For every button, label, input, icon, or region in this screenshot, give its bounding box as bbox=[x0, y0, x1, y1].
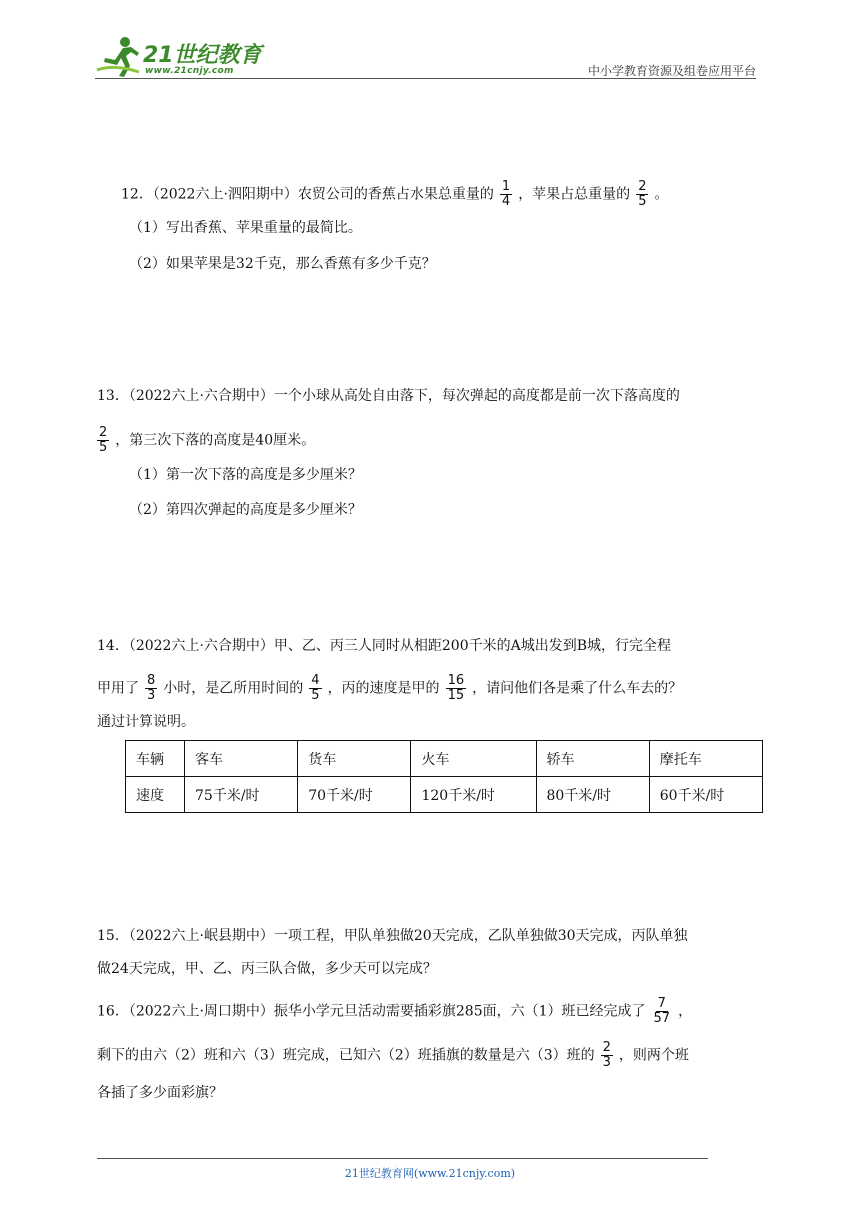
q12-sub-1: （1）写出香蕉、苹果重量的最简比。 bbox=[129, 220, 362, 236]
q14-fraction-3: $\frac{16}{15}$ bbox=[447, 673, 465, 703]
table-row bbox=[126, 741, 763, 777]
q13-sub-1: （1）第一次下落的高度是多少厘米？ bbox=[129, 467, 362, 483]
q16-text-c: 剩下的由六（2）班和六（3）班完成，已知六（2）班插旗的数量是六（3）班的 bbox=[97, 1047, 595, 1064]
header-divider bbox=[95, 78, 756, 79]
q13-text-b: ，第三次下落的高度是40厘米。 bbox=[115, 432, 316, 449]
platform-name: 中小学教育资源及组卷应用平台 bbox=[587, 64, 756, 78]
footer-divider bbox=[97, 1158, 708, 1159]
q13-fraction-1: $\frac{2}{5}$ bbox=[99, 425, 108, 455]
q12-text-b: ，苹果占总重量的 bbox=[518, 186, 631, 203]
q12-fraction-2: $\frac{2}{5}$ bbox=[638, 179, 647, 209]
logo-url: www.21cnjy.com bbox=[145, 66, 234, 76]
q13-stem-line-2 bbox=[91, 426, 315, 455]
q15-stem-line-1: 15．（2022六上·岷县期中）一项工程，甲队单独做20天完成，乙队单独做30天完成，丙队单独 bbox=[97, 928, 688, 944]
logo-text: 21世纪教育 bbox=[143, 43, 262, 68]
table-cell: 轿车 bbox=[536, 741, 649, 777]
q12-stem bbox=[121, 180, 668, 209]
q12-text-a: 12．（2022六上·泗阳期中）农贸公司的香蕉占水果总重量的 bbox=[121, 186, 494, 203]
q12-text-c: 。 bbox=[654, 186, 669, 203]
q16-text-a: 16．（2022六上·周口期中）振华小学元旦活动需要插彩旗285面，六（1）班已经完成了 bbox=[97, 1003, 646, 1020]
table-cell: 货车 bbox=[298, 741, 411, 777]
table-cell: 60千米/时 bbox=[649, 777, 762, 813]
q16-stem-line-1 bbox=[97, 997, 692, 1026]
q14-text-d: ，请问他们各是乘了什么车去的？ bbox=[472, 680, 683, 697]
table-row bbox=[126, 777, 763, 813]
table-cell: 80千米/时 bbox=[536, 777, 649, 813]
q16-fraction-2: $\frac{2}{3}$ bbox=[602, 1040, 611, 1070]
table-cell: 75千米/时 bbox=[185, 777, 298, 813]
q12-fraction-1: $\frac{1}{4}$ bbox=[501, 179, 511, 209]
table-cell: 客车 bbox=[185, 741, 298, 777]
table-cell: 120千米/时 bbox=[411, 777, 536, 813]
table-cell: 火车 bbox=[411, 741, 536, 777]
vehicle-speed-table bbox=[125, 740, 763, 813]
q16-stem-line-3: 各插了多少面彩旗？ bbox=[97, 1085, 223, 1101]
q16-fraction-1: $\frac{7}{57}$ bbox=[653, 996, 671, 1026]
q16-stem-line-2 bbox=[97, 1041, 689, 1070]
footer-link[interactable]: 21世纪教育网(www.21cnjy.com) bbox=[344, 1167, 516, 1180]
q13-sub-2: （2）第四次弹起的高度是多少厘米？ bbox=[129, 502, 362, 518]
q14-stem-line-2 bbox=[97, 674, 682, 703]
logo bbox=[95, 36, 260, 80]
q13-stem-line-1: 13．（2022六上·六合期中）一个小球从高处自由落下，每次弹起的高度都是前一次下落高度的 bbox=[97, 388, 680, 404]
q16-text-b: ， bbox=[678, 1003, 693, 1020]
q14-text-c: ，丙的速度是甲的 bbox=[327, 680, 440, 697]
q14-text-b: 小时，是乙所用时间的 bbox=[163, 680, 304, 697]
q14-fraction-1: $\frac{8}{3}$ bbox=[147, 673, 156, 703]
q16-text-d: ，则两个班 bbox=[618, 1047, 689, 1064]
table-cell: 摩托车 bbox=[649, 741, 762, 777]
q15-stem-line-2: 做24天完成，甲、乙、丙三队合做，多少天可以完成？ bbox=[97, 961, 437, 977]
q14-stem-line-3: 通过计算说明。 bbox=[97, 714, 195, 730]
q14-fraction-2: $\frac{4}{5}$ bbox=[311, 673, 320, 703]
table-cell: 70千米/时 bbox=[298, 777, 411, 813]
table-cell: 车辆 bbox=[126, 741, 185, 777]
q14-stem-line-1: 14．（2022六上·六合期中）甲、乙、丙三人同时从相距200千米的A城出发到B城，行完全程 bbox=[97, 638, 672, 654]
runner-logo-icon bbox=[95, 36, 141, 78]
q12-sub-2: （2）如果苹果是32千克，那么香蕉有多少千克？ bbox=[129, 256, 436, 272]
q14-text-a: 甲用了 bbox=[97, 680, 139, 697]
table-cell: 速度 bbox=[126, 777, 185, 813]
